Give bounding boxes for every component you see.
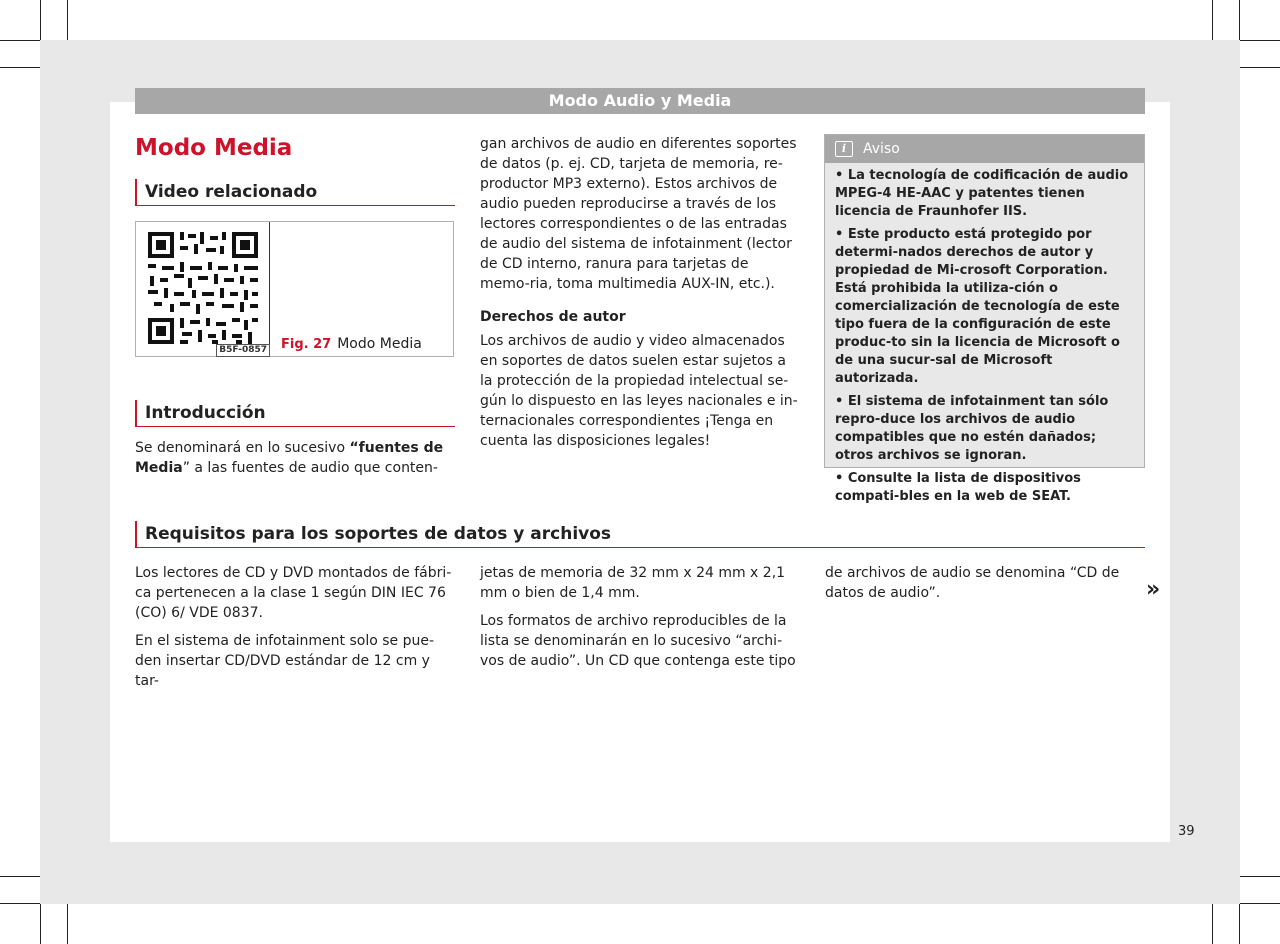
middle-column bbox=[480, 134, 800, 459]
crop-mark bbox=[1240, 876, 1280, 877]
requisitos-col2-p2: Los formatos de archivo reproducibles de la lista se denominarán en lo sucesivo “archi-vos de audio”. Un CD que contenga este tipo bbox=[480, 613, 796, 669]
crop-mark bbox=[0, 876, 40, 877]
crop-mark bbox=[1212, 904, 1213, 944]
crop-mark bbox=[1240, 67, 1280, 68]
left-column bbox=[135, 134, 455, 206]
aviso-item: • La tecnología de codificación de audio MPEG-4 HE-AAC y patentes tienen licencia de Fraunhofer IIS. bbox=[835, 168, 1129, 219]
intro-paragraph bbox=[135, 438, 455, 478]
aviso-item: • Consulte la lista de dispositivos compati-bles en la web de SEAT. bbox=[835, 471, 1081, 504]
aviso-item: • Este producto está protegido por determi-nados derechos de autor y propiedad de Mi-crosoft Corporation. Está prohibida la utiliza-ción o comercialización de tecnología de este tipo fuera de la configuración de este produc-to sin la licencia de Microsoft o de una sucur-sal de Microsoft autorizada. bbox=[835, 227, 1120, 386]
running-header: Modo Audio y Media bbox=[135, 88, 1145, 114]
crop-mark bbox=[1239, 0, 1240, 40]
aviso-item: • El sistema de infotainment tan sólo repro-duce los archivos de audio compatibles que no estén dañados; otros archivos se ignoran. bbox=[835, 394, 1109, 463]
aviso-body bbox=[825, 163, 1144, 515]
requisitos-col1-p1: Los lectores de CD y DVD montados de fábri-ca pertenecen a la clase 1 según DIN IEC 76 (CO) 6/ VDE 0837. bbox=[135, 565, 452, 621]
crop-mark bbox=[1212, 0, 1213, 40]
requisitos-col3-p1: de archivos de audio se denomina “CD de datos de audio”. bbox=[825, 565, 1120, 601]
intro-bold-term: “fuentes de Media bbox=[135, 440, 444, 476]
figure-caption-text: Modo Media bbox=[337, 336, 422, 352]
figure-caption bbox=[281, 336, 422, 352]
continue-mark: » bbox=[1146, 577, 1161, 602]
requisitos-col1-p2: En el sistema de infotainment solo se pue-den insertar CD/DVD estándar de 12 cm y tar- bbox=[135, 633, 435, 689]
intro-text: Se denominará en lo sucesivo bbox=[135, 440, 350, 456]
crop-mark bbox=[0, 40, 40, 41]
aviso-title: Aviso bbox=[863, 141, 900, 157]
audio-paragraph: gan archivos de audio en diferentes soportes de datos (p. ej. CD, tarjeta de memoria, re-productor MP3 externo). Estos archivos de audio pueden reproducirse a través de los lectores correspondientes o de las entradas de audio del sistema de infotainment (lector de CD interno, ranura para tarjetas de memo-ria, toma multimedia AUX-IN, etc.). bbox=[480, 136, 797, 292]
figure-number: Fig. 27 bbox=[281, 337, 332, 352]
crop-mark bbox=[1239, 904, 1240, 944]
requisitos-col1 bbox=[135, 563, 455, 699]
crop-mark bbox=[67, 0, 68, 40]
crop-mark bbox=[0, 67, 40, 68]
qr-code-icon[interactable] bbox=[136, 222, 270, 356]
crop-mark bbox=[1240, 903, 1280, 904]
intro-block bbox=[135, 400, 455, 486]
copyright-paragraph: Los archivos de audio y video almacenados en soportes de datos suelen estar sujetos a la protección de la propiedad intelectual se-gún lo dispuesto en las leyes nacionales e in-ternacionales correspondientes ¡Tenga en cuenta las disposiciones legales! bbox=[480, 333, 798, 449]
copyright-heading: Derechos de autor bbox=[480, 309, 626, 325]
info-icon: i bbox=[835, 141, 853, 157]
video-heading: Video relacionado bbox=[135, 179, 455, 206]
figure-code: B5F-0857 bbox=[216, 344, 270, 357]
requisitos-col3 bbox=[825, 563, 1135, 611]
requisitos-col2 bbox=[480, 563, 800, 679]
crop-mark bbox=[40, 904, 41, 944]
crop-mark bbox=[1240, 40, 1280, 41]
aviso-header bbox=[825, 135, 1144, 163]
intro-heading: Introducción bbox=[135, 400, 455, 427]
aviso-box bbox=[824, 134, 1145, 504]
crop-mark bbox=[67, 904, 68, 944]
intro-text-rest: ” a las fuentes de audio que conten- bbox=[182, 460, 438, 476]
crop-mark bbox=[0, 903, 40, 904]
crop-mark bbox=[40, 0, 41, 40]
section-title: Modo Media bbox=[135, 135, 293, 161]
page-number: 39 bbox=[1178, 824, 1195, 839]
requisitos-col2-p1: jetas de memoria de 32 mm x 24 mm x 2,1 mm o bien de 1,4 mm. bbox=[480, 565, 786, 601]
requisitos-heading: Requisitos para los soportes de datos y archivos bbox=[135, 521, 1145, 548]
figure-27 bbox=[135, 221, 454, 357]
